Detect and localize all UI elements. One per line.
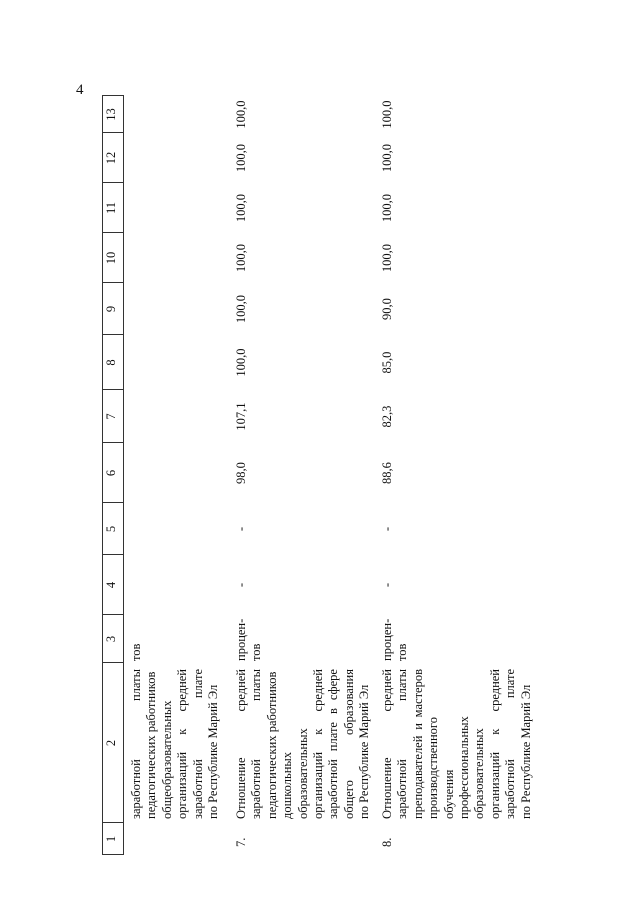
row-value: 107,1 [234, 402, 248, 431]
row-number: 7. [234, 837, 248, 847]
row-number: 8. [380, 837, 394, 847]
row-unit: процен- тов [234, 618, 264, 661]
continued-indicator: заработной платы педагогических работников общеобразовательных организаций к средней заработной плате по Республике Марий Эл [129, 669, 221, 819]
column-number: 11 [104, 201, 118, 215]
row-value: 90,0 [380, 298, 394, 320]
column-number: 13 [104, 108, 118, 121]
column-number: 9 [104, 305, 118, 313]
row-value: 100,0 [380, 243, 394, 273]
column-number: 12 [104, 151, 118, 165]
column-number: 1 [104, 835, 118, 843]
column-number: 3 [104, 635, 118, 643]
row-indicator: Отношение средней заработной платы педагогических работников дошкольных образовательных организаций к средней заработной плате в сфере общего образования по Республике Марий Эл [234, 669, 372, 819]
row-unit: процен- тов [380, 618, 410, 661]
row-value: - [234, 582, 248, 588]
column-number: 5 [104, 525, 118, 533]
row-value: 100,0 [234, 294, 248, 324]
row-value: 100,0 [380, 100, 394, 129]
header-top-border [102, 95, 103, 855]
row-value: - [380, 582, 394, 588]
row-value: - [234, 526, 248, 532]
row-value: 100,0 [234, 193, 248, 223]
row-value: 100,0 [234, 143, 248, 173]
page-number: 4 [76, 82, 84, 98]
column-number: 10 [104, 251, 118, 265]
column-number: 7 [104, 413, 118, 420]
row-value: - [380, 526, 394, 532]
column-number: 2 [104, 739, 118, 747]
row-value: 100,0 [380, 143, 394, 173]
row-value: 85,0 [380, 351, 394, 374]
row-value: 100,0 [380, 193, 394, 223]
column-number: 8 [104, 359, 118, 366]
row-value: 82,3 [380, 405, 394, 428]
row-value: 98,0 [234, 462, 248, 484]
header-bottom-border [123, 95, 124, 855]
row-value: 88,6 [380, 462, 394, 484]
rotated-table [102, 95, 533, 855]
column-number: 6 [104, 469, 118, 477]
continued-unit: тов [129, 643, 143, 661]
row-value: 100,0 [234, 243, 248, 273]
row-value: 100,0 [234, 348, 248, 377]
row-value: 100,0 [234, 100, 248, 129]
column-number: 4 [104, 581, 118, 589]
row-indicator: Отношение средней заработной платы преподавателей и мастеров производственного обучения профессиональных образовательных организаций к средней заработной плате по Республике Марий Эл [380, 669, 533, 819]
